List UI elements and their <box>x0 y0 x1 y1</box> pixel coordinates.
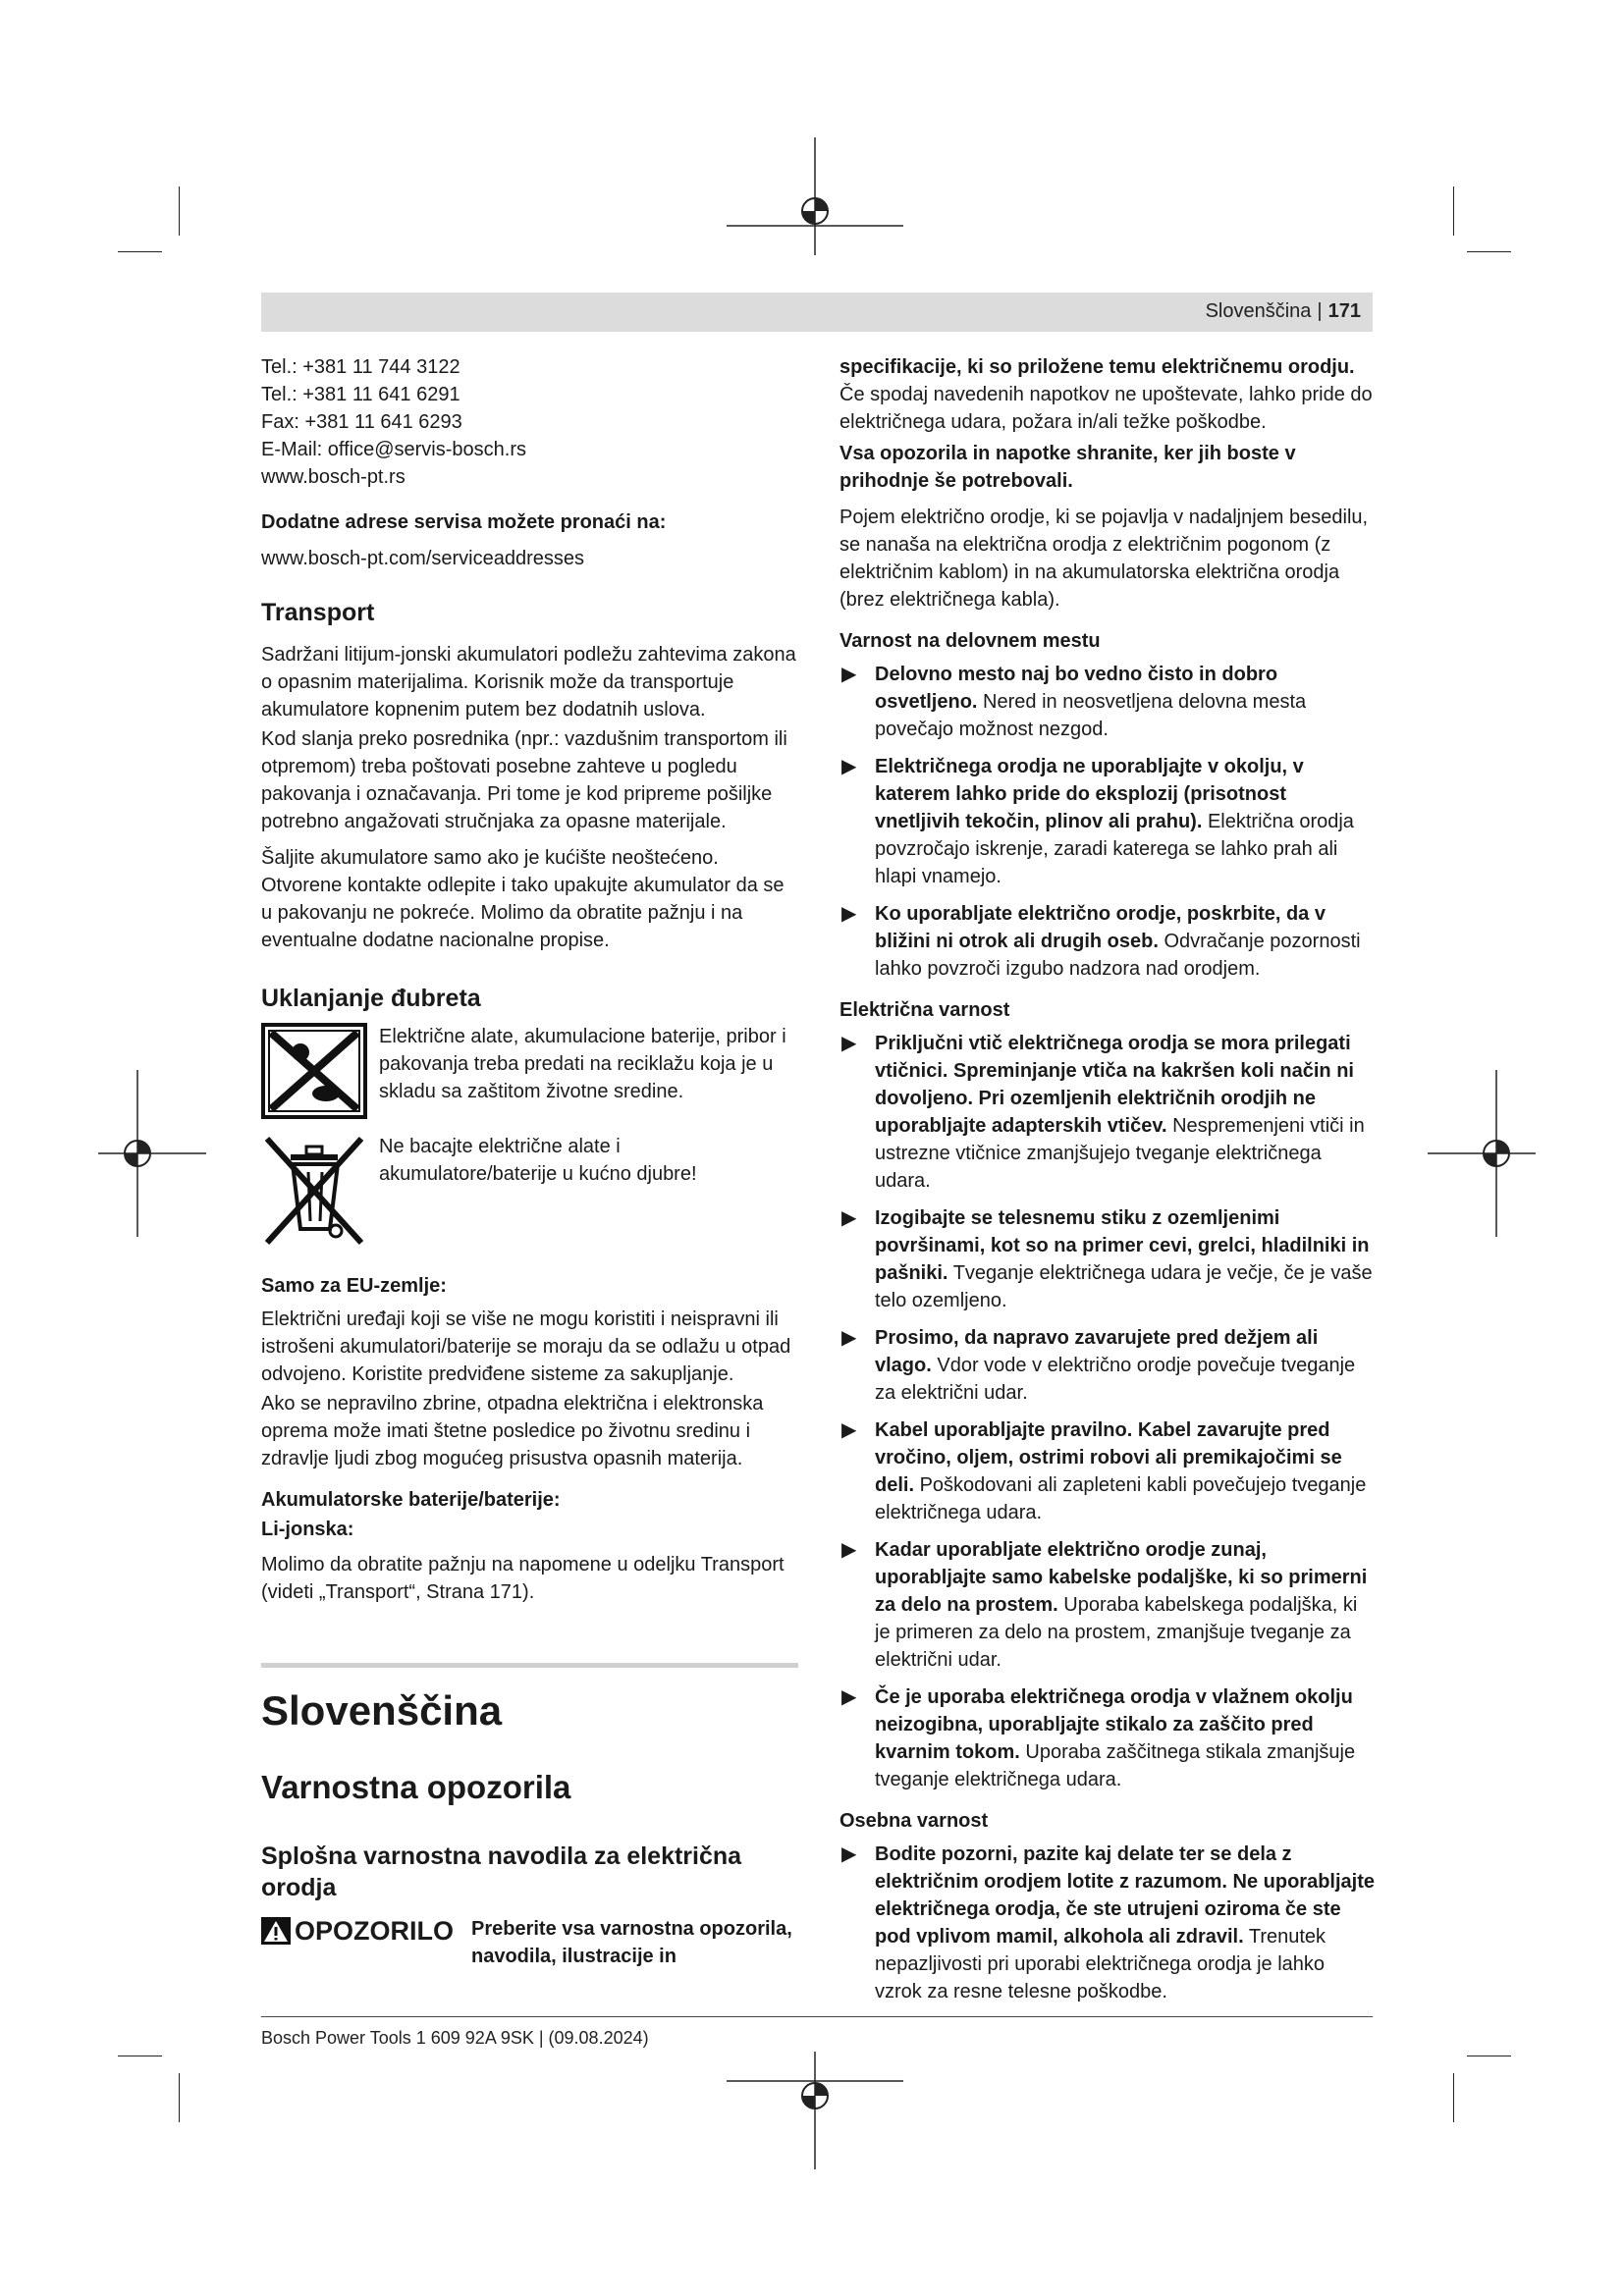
crop-mark <box>179 2073 180 2122</box>
additional-addresses-url: www.bosch-pt.com/serviceaddresses <box>261 548 585 569</box>
bullet-arrow-icon: ▶ <box>841 903 857 925</box>
safety-warnings-heading: Varnostna opozorila <box>261 1769 571 1805</box>
list-item <box>839 1683 1377 1793</box>
list-item <box>839 1324 1377 1407</box>
liion-heading: Li-jonska: <box>261 1519 354 1540</box>
warning-label <box>261 1915 454 1947</box>
eu-paragraph: Električni uređaji koji se više ne mogu koristiti i neispravni ili istrošeni akumulatori/baterije se moraju da se odlažu u otpad odvojeno. Koristite predviđene sisteme za sakupljanje. <box>261 1308 791 1385</box>
list-item <box>839 1841 1377 2005</box>
item-bold: Če je uporaba električnega orodja v vlažnem okolju neizogibna, uporabljajte stikalo za zaščito pred kvarnim tokom. <box>875 1686 1353 1763</box>
item-bold: Bodite pozorni, pazite kaj delate ter se dela z električnim orodjem lotite z razumom. Ne uporabljajte električnega orodja, če ste utrujeni oziroma če ste pod vplivom mamil, alkohola ali zdravil. <box>875 1843 1375 1948</box>
right-column <box>839 353 1377 2015</box>
item-bold: Kadar uporabljate električno orodje zunaj, uporabljajte samo kabelske podaljške, ki so primerni za delo na prostem. <box>875 1539 1368 1616</box>
page-footer: Bosch Power Tools 1 609 92A 9SK | (09.08.2024) <box>261 2028 649 2048</box>
list-item <box>839 1536 1377 1674</box>
registration-mark <box>98 1070 206 1237</box>
contact-line: Tel.: +381 11 744 3122 <box>261 356 460 378</box>
registration-mark <box>727 2052 903 2169</box>
warning-text: Preberite vsa varnostna opozorila, navodila, ilustracije in <box>471 1918 792 1967</box>
item-bold: Izogibajte se telesnemu stiku z ozemljenimi površinami, kot so na primer cevi, grelci, hladilniki in pašniki. <box>875 1207 1370 1284</box>
keep-instructions: Vsa opozorila in napotke shranite, ker jih boste v prihodnje še potrebovali. <box>839 443 1296 492</box>
item-bold: Ko uporabljate električno orodje, poskrbite, da v bližini ni otrok ali drugih oseb. <box>875 903 1326 952</box>
list-item <box>839 1204 1377 1314</box>
contact-block <box>261 353 798 491</box>
left-column <box>261 353 798 1970</box>
personal-safety-heading: Osebna varnost <box>839 1810 989 1832</box>
bullet-arrow-icon: ▶ <box>841 1207 857 1229</box>
crop-mark <box>1453 2073 1454 2122</box>
bullet-arrow-icon: ▶ <box>841 1686 857 1708</box>
work-area-heading: Varnost na delovnem mestu <box>839 630 1101 652</box>
item-normal: Odvračanje pozornosti lahko povzroči izgubo nadzora nad orodjem. <box>875 931 1361 980</box>
electrical-safety-heading: Električna varnost <box>839 999 1010 1021</box>
list-item <box>839 1030 1377 1195</box>
contact-line: Tel.: +381 11 641 6291 <box>261 384 460 405</box>
item-normal: Poškodovani ali zapleteni kabli povečujejo tveganje električnega udara. <box>875 1474 1367 1523</box>
crop-mark <box>179 187 180 236</box>
bullet-arrow-icon: ▶ <box>841 1327 857 1349</box>
general-safety-heading: Splošna varnostna navodila za električna orodja <box>261 1842 742 1901</box>
warning-label-text: OPOZORILO <box>295 1916 454 1946</box>
item-bold: Električnega orodja ne uporabljajte v okolju, v katerem lahko pride do eksplozij (prisotnost vnetljivih tekočin, plinov ali prahu). <box>875 756 1304 832</box>
bullet-arrow-icon: ▶ <box>841 1419 857 1441</box>
term-definition: Pojem električno orodje, ki se pojavlja v nadaljnjem besedilu, se nanaša na električna orodja z električnim pogonom (z električnim kablom) in na akumulatorska električna orodja (brez električnega kabla). <box>839 507 1369 611</box>
recycle-text: Električne alate, akumulacione baterije, pribor i pakovanja treba predati na reciklažu koja je u skladu sa zaštitom životne sredine. <box>379 1026 786 1102</box>
transport-paragraph: Kod slanja preko posrednika (npr.: vazdušnim transportom ili otpremom) treba poštovati posebne zahteve u pogledu pakovanja i označavanja. Pri tome je kod pripreme pošiljke potrebno angažovati stručnjaka za opasne materijale. <box>261 728 787 832</box>
bullet-arrow-icon: ▶ <box>841 1843 857 1865</box>
liion-text: Molimo da obratite pažnju na napomene u odeljku Transport (videti „Transport“, Strana 171). <box>261 1554 785 1603</box>
crop-mark <box>118 251 162 252</box>
registration-mark <box>1428 1070 1536 1237</box>
disposal-heading: Uklanjanje đubreta <box>261 985 481 1012</box>
bullet-arrow-icon: ▶ <box>841 664 857 685</box>
item-normal: Električna orodja povzročajo iskrenje, zaradi katerega se lahko prah ali hlapi vnamejo. <box>875 811 1354 887</box>
item-bold: Priključni vtič električnega orodja se mora prilegati vtičnici. Spreminjanje vtiča na kakršen koli način ni dovoljeno. Pri ozemljenih električnih orodjih ne uporabljajte adapterskih vtičev. <box>875 1033 1354 1137</box>
item-normal: Tveganje električnega udara je večje, če je vaše telo ozemljeno. <box>875 1262 1373 1311</box>
contact-line: E-Mail: office@servis-bosch.rs <box>261 439 526 460</box>
bin-row <box>261 1133 798 1249</box>
warning-block <box>261 1915 798 1970</box>
item-bold: Delovno mesto naj bo vedno čisto in dobro osvetljeno. <box>875 664 1278 713</box>
bullet-arrow-icon: ▶ <box>841 1033 857 1054</box>
batteries-heading: Akumulatorske baterije/baterije: <box>261 1489 561 1511</box>
item-normal: Vdor vode v električno orodje povečuje tveganje za električni udar. <box>875 1355 1356 1404</box>
bin-text: Ne bacajte električne alate i akumulatore/baterije u kućno djubre! <box>379 1136 697 1185</box>
list-item <box>839 661 1377 743</box>
item-normal: Trenutek nepazljivosti pri uporabi električnega orodja je lahko vzrok za resne telesne poškodbe. <box>875 1926 1326 2002</box>
page-header <box>261 293 1373 332</box>
header-separator: | <box>1317 300 1323 322</box>
item-normal: Uporaba kabelskega podaljška, ki je primeren za delo na prostem, zmanjšuje tveganje za električni udar. <box>875 1594 1358 1671</box>
language-title: Slovenščina <box>261 1687 503 1734</box>
no-household-waste-tools-icon <box>261 1023 367 1119</box>
item-bold: Kabel uporabljajte pravilno. Kabel zavarujte pred vročino, oljem, ostrimi robovi ali premikajočimi se deli. <box>875 1419 1342 1496</box>
header-text <box>1206 300 1361 323</box>
crop-mark <box>1453 187 1454 236</box>
warning-triangle-icon <box>261 1917 291 1945</box>
eu-paragraph: Ako se nepravilno zbrine, otpadna električna i elektronska oprema može imati štetne posledice po životnu sredinu i zdravlje ljudi zbog mogućeg prisustva opasnih materija. <box>261 1393 764 1469</box>
registration-mark <box>727 137 903 255</box>
transport-heading: Transport <box>261 599 375 626</box>
crop-mark <box>1467 251 1511 252</box>
contact-line: Fax: +381 11 641 6293 <box>261 411 462 433</box>
item-bold: Prosimo, da napravo zavarujete pred dežjem ali vlago. <box>875 1327 1319 1376</box>
additional-addresses-label: Dodatne adrese servisa možete pronaći na: <box>261 511 667 533</box>
item-normal: Nespremenjeni vtiči in ustrezne vtičnice zmanjšujejo tveganje električnega udara. <box>875 1115 1365 1192</box>
intro-paragraph <box>839 353 1377 436</box>
intro-bold: specifikacije, ki so priložene temu električnemu orodju. <box>839 356 1355 378</box>
list-item <box>839 900 1377 983</box>
recycle-row <box>261 1023 798 1119</box>
intro-normal: Če spodaj navedenih napotkov ne upoštevate, lahko pride do električnega udara, požara in/ali težke poškodbe. <box>839 384 1373 433</box>
header-language: Slovenščina <box>1205 300 1312 322</box>
section-divider <box>261 1663 798 1668</box>
item-normal: Uporaba zaščitnega stikala zmanjšuje tveganje električnega udara. <box>875 1741 1356 1790</box>
list-item <box>839 1416 1377 1526</box>
crossed-wheelie-bin-icon <box>261 1133 367 1249</box>
transport-paragraph: Sadržani litijum-jonski akumulatori podležu zahtevima zakona o opasnim materijalima. Korisnik može da transportuje akumulatore kopnenim putem bez dodatnih uslova. <box>261 644 796 721</box>
contact-line: www.bosch-pt.rs <box>261 466 406 488</box>
footer-rule <box>261 2016 1373 2017</box>
item-normal: Nered in neosvetljena delovna mesta povečajo možnost nezgod. <box>875 691 1307 740</box>
bullet-arrow-icon: ▶ <box>841 1539 857 1561</box>
list-item <box>839 753 1377 890</box>
eu-heading: Samo za EU-zemlje: <box>261 1275 447 1297</box>
transport-paragraph: Šaljite akumulatore samo ako je kućište neoštećeno. Otvorene kontakte odlepite i tako upakujte akumulator da se u pakovanju ne pokreće. Molimo da obratite pažnju i na eventualne dodatne nacionalne propise. <box>261 847 785 951</box>
bullet-arrow-icon: ▶ <box>841 756 857 777</box>
page-number: 171 <box>1327 300 1361 322</box>
